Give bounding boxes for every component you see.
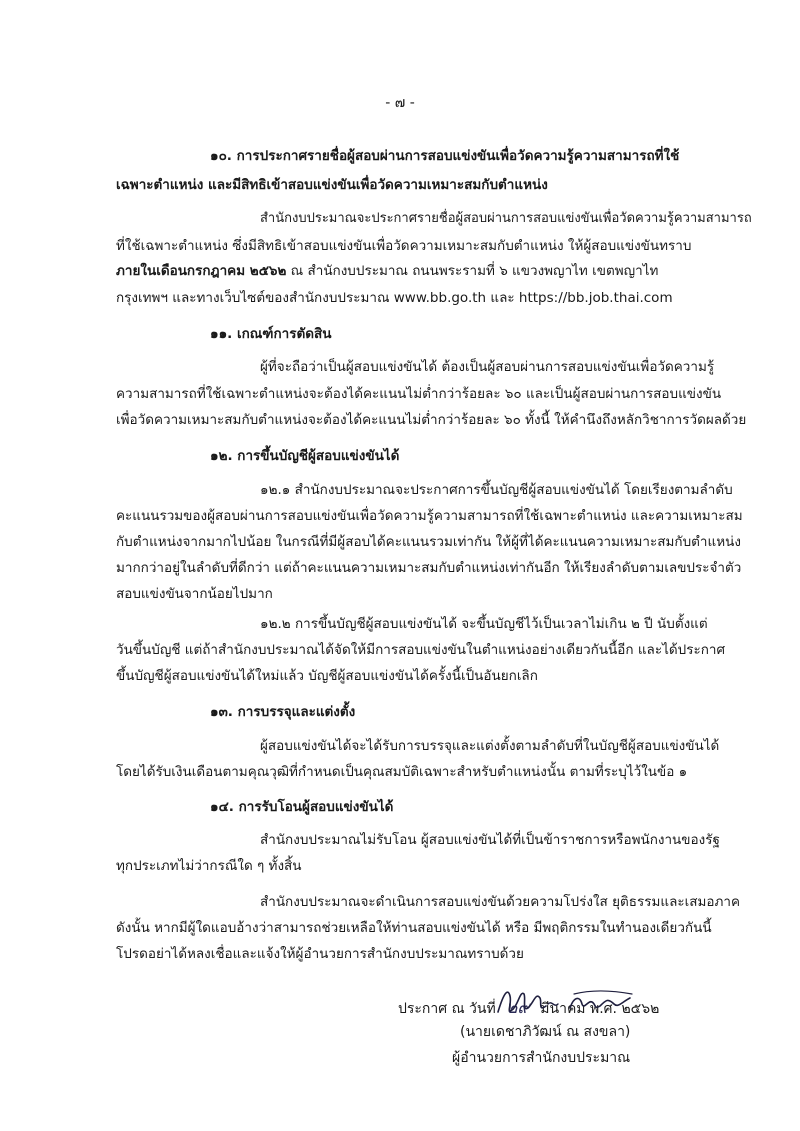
section-11-para-line1: ผู้ที่จะถือว่าเป็นผู้สอบแข่งขันได้ ต้องเป็นผู้สอบผ่านการสอบแข่งขันเพื่อวัดความรู้ (260, 359, 715, 375)
section-10-heading-line1: ๑๐. การประกาศรายชื่อผู้สอบผ่านการสอบแข่งขันเพื่อวัดความรู้ความสามารถที่ใช้ (210, 148, 680, 164)
signature-image (490, 982, 640, 1022)
closing-para-line3: โปรดอย่าได้หลงเชื่อและแจ้งให้ผู้อำนวยการสำนักงบประมาณทราบด้วย (116, 946, 524, 962)
section-14-para-line1: สำนักงบประมาณไม่รับโอน ผู้สอบแข่งขันได้ที่เป็นข้าราชการหรือพนักงานของรัฐ (260, 832, 720, 848)
section-11-para-line3: เพื่อวัดความเหมาะสมกับตำแหน่งจะต้องได้คะแนนไม่ต่ำกว่าร้อยละ ๖๐ ทั้งนี้ ให้คำนึงถึงหลักวิชาการวัดผลด้วย (116, 412, 747, 428)
section-12-2-line1: ๑๒.๒ การขึ้นบัญชีผู้สอบแข่งขันได้ จะขึ้นบัญชีไว้เป็นเวลาไม่เกิน ๒ ปี นับตั้งแต่ (260, 616, 708, 632)
section-12-1-line1: ๑๒.๑ สำนักงบประมาณจะประกาศการขึ้นบัญชีผู้สอบแข่งขันได้ โดยเรียงตามลำดับ (260, 482, 733, 498)
section-12-2-line3: ขึ้นบัญชีผู้สอบแข่งขันได้ใหม่แล้ว บัญชีผู้สอบแข่งขันได้ครั้งนี้เป็นอันยกเลิก (116, 668, 538, 684)
section-11-heading: ๑๑. เกณฑ์การตัดสิน (210, 326, 332, 342)
section-10-para-line2: ที่ใช้เฉพาะตำแหน่ง ซึ่งมีสิทธิเข้าสอบแข่งขันเพื่อวัดความเหมาะสมกับตำแหน่ง ให้ผู้สอบแข่งขันทราบ (116, 238, 692, 254)
section-12-1-line4: มากกว่าอยู่ในลำดับที่ดีกว่า แต่ถ้าคะแนนความเหมาะสมกับตำแหน่งเท่ากันอีก ให้เรียงลำดับตามเลขประจำตัว (116, 560, 742, 576)
closing-para-line1: สำนักงบประมาณจะดำเนินการสอบแข่งขันด้วยความโปร่งใส ยุติธรรมและเสมอภาค (260, 894, 740, 910)
section-12-1-line2: คะแนนรวมของผู้สอบผ่านการสอบแข่งขันเพื่อวัดความรู้ความสามารถที่ใช้เฉพาะตำแหน่ง และความเหมาะสม (116, 508, 743, 524)
section-12-1-line3: กับตำแหน่งจากมากไปน้อย ในกรณีที่มีผู้สอบได้คะแนนรวมเท่ากัน ให้ผู้ที่ได้คะแนนความเหมาะสมกับตำแหน่ง (116, 534, 741, 550)
announcement-month-year: มีนาคม พ.ศ. ๒๕๖๒ (540, 1001, 660, 1017)
section-12-2-line2: วันขึ้นบัญชี แต่ถ้าสำนักงบประมาณได้จัดให้มีการสอบแข่งขันในตำแหน่งอย่างเดียวกันนี้อีก และได้ประกาศ (116, 642, 726, 658)
section-10-para-line3 (116, 261, 658, 281)
signer-name: (นายเดชาภิวัฒน์ ณ สงขลา) (460, 1024, 631, 1040)
section-11-para-line2: ความสามารถที่ใช้เฉพาะตำแหน่งจะต้องได้คะแนนไม่ต่ำกว่าร้อยละ ๖๐ และเป็นผู้สอบผ่านการสอบแข่งขัน (116, 386, 722, 402)
page-number: - ๗ - (385, 95, 415, 111)
section-13-para-line1: ผู้สอบแข่งขันได้จะได้รับการบรรจุและแต่งตั้งตามลำดับที่ในบัญชีผู้สอบแข่งขันได้ (260, 738, 720, 754)
closing-para-line2: ดังนั้น หากมีผู้ใดแอบอ้างว่าสามารถช่วยเหลือให้ท่านสอบแข่งขันได้ หรือ มีพฤติกรรมในทำนองเดียวกันนี้ (116, 920, 712, 936)
deadline-text: ภายในเดือนกรกฎาคม ๒๕๖๒ (116, 263, 287, 279)
section-13-heading: ๑๓. การบรรจุและแต่งตั้ง (210, 704, 356, 720)
location-text: ณ สำนักงบประมาณ ถนนพระรามที่ ๖ แขวงพญาไท เขตพญาไท (286, 263, 659, 279)
announcement-prefix: ประกาศ ณ วันที่ (398, 1001, 496, 1017)
section-14-para-line2: ทุกประเภทไม่ว่ากรณีใด ๆ ทั้งสิ้น (116, 858, 302, 874)
section-14-heading: ๑๔. การรับโอนผู้สอบแข่งขันได้ (210, 799, 394, 815)
section-13-para-line2: โดยได้รับเงินเดือนตามคุณวุฒิที่กำหนดเป็นคุณสมบัติเฉพาะสำหรับตำแหน่งนั้น ตามที่ระบุไว้ในข้อ ๑ (116, 764, 688, 780)
section-10-heading-line2: เฉพาะตำแหน่ง และมีสิทธิเข้าสอบแข่งขันเพื่อวัดความเหมาะสมกับตำแหน่ง (116, 177, 548, 193)
section-10-para-line1: สำนักงบประมาณจะประกาศรายชื่อผู้สอบผ่านการสอบแข่งขันเพื่อวัดความรู้ความสามารถ (260, 211, 752, 226)
announcement-day: ๒๙ (506, 998, 530, 1018)
section-10-para-line4: กรุงเทพฯ และทางเว็บไซต์ของสำนักงบประมาณ www.bb.go.th และ https://bb.job.thai.com (116, 290, 673, 306)
section-12-1-line5: สอบแข่งขันจากน้อยไปมาก (116, 586, 273, 602)
signer-title: ผู้อำนวยการสำนักงบประมาณ (452, 1050, 631, 1066)
section-12-heading: ๑๒. การขึ้นบัญชีผู้สอบแข่งขันได้ (210, 448, 400, 464)
